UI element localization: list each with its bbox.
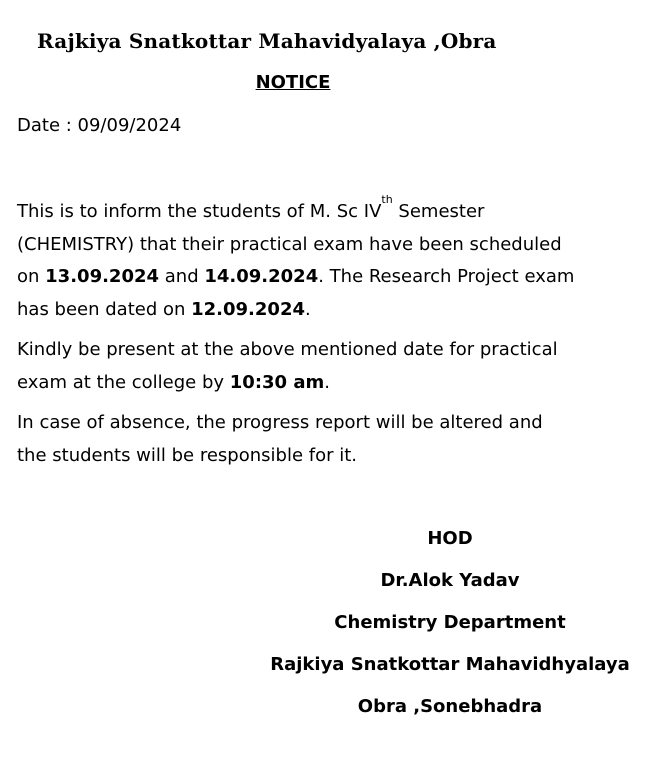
date-value: 09/09/2024	[77, 115, 182, 136]
signatory-institution: Rajkiya Snatkottar Mahavidhyalaya	[270, 654, 630, 675]
exam-time: 10:30 am	[229, 371, 325, 393]
absence-paragraph: In case of absence, the progress report will be altered and the students will be responsible for it.	[17, 412, 543, 466]
practical-exam-date-2: 14.09.2024	[204, 266, 319, 287]
paragraph-text: Semester (CHEMISTRY) that their practical exam have been scheduled on	[17, 201, 562, 287]
college-name: Rajkiya Snatkottar Mahavidyalaya ,Obra	[37, 29, 497, 53]
paragraph-text: and	[159, 266, 205, 287]
paragraph-text: This is to inform the students of M. Sc IV	[17, 201, 382, 222]
signatory-role: HOD	[427, 528, 473, 549]
practical-exam-date-1: 13.09.2024	[45, 266, 160, 287]
paragraph-text: .	[324, 371, 330, 393]
attendance-paragraph	[17, 334, 577, 399]
signatory-location: Obra ,Sonebhadra	[357, 696, 543, 717]
signatory-department: Chemistry Department	[334, 612, 566, 633]
exam-schedule-paragraph	[17, 193, 577, 326]
date-label: Date :	[17, 115, 78, 136]
notice-title: NOTICE	[255, 72, 331, 93]
paragraph-text: .	[305, 298, 311, 320]
paragraph-text: . The Research Project exam has been dated on	[17, 266, 575, 320]
notice-date	[17, 115, 181, 136]
paragraph-text: Kindly be present at the above mentioned date for practical exam at the college by	[17, 339, 558, 393]
signature-block	[260, 526, 640, 736]
research-project-exam-date: 12.09.2024	[191, 298, 305, 320]
signatory-name: Dr.Alok Yadav	[380, 570, 520, 591]
semester-superscript: th	[381, 193, 393, 206]
